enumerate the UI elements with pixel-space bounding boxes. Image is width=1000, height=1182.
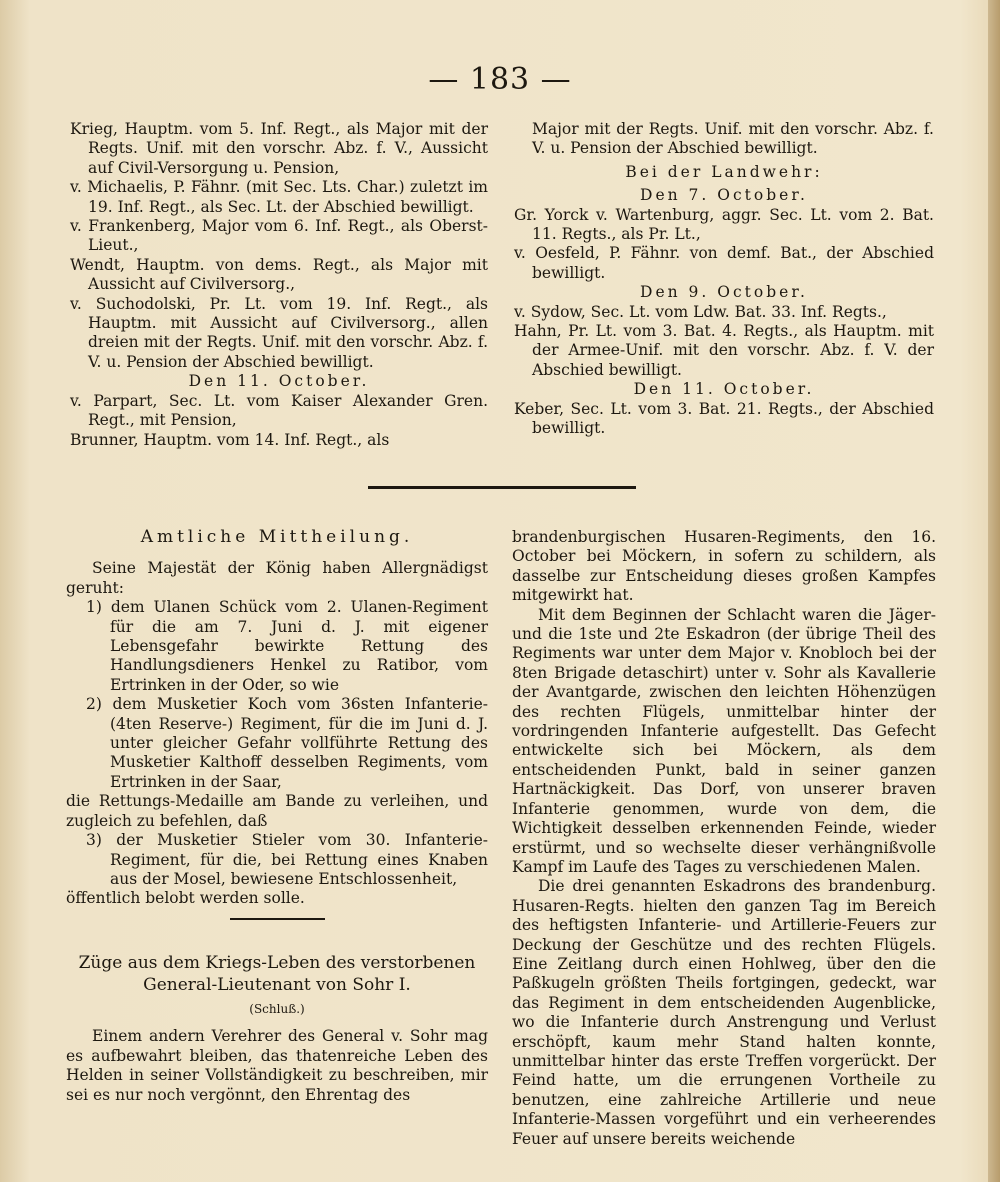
- top-right-column: [514, 120, 934, 439]
- date-heading: Den 11. October.: [633, 380, 815, 399]
- list-item: Brunner, Hauptm. vom 14. Inf. Regt., als: [70, 430, 390, 449]
- bottom-left-column: [66, 528, 488, 909]
- list-item: 3) der Musketier Stieler vom 30. Infanterie-Regiment, für die, bei Rettung eines Knaben aus der Mosel, bewiesene Entschlossenheit,: [86, 831, 488, 888]
- date-heading: Den 7. October.: [640, 186, 808, 205]
- list-item: 2) dem Musketier Koch vom 36sten Infanterie- (4ten Reserve-) Regiment, für die im Juni d. J. unter gleicher Gefahr vollführte Rettung des Musketier Kalthoff desselben Regiments, vom Ertrinken in der Saar,: [86, 695, 488, 791]
- paragraph: Die drei genannten Eskadrons des brandenburg. Husaren-Regts. hielten den ganzen Tag im Bereich des heftigsten Infanterie- und Artillerie-Feuers zur Deckung der Geschütze und des rechten Flügels. Eine Zeitlang durch einen Hohlweg, über den die Paßkugeln größten Theils fortgingen, gedeckt, war das Regiment in dem entscheidenden Augenblicke, wo die Infanterie durch Anstrengung und Verlust erschöpft, kaum mehr Stand halten konnte, unmittelbar hinter das erste Treffen vorgerückt. Der Feind hatte, um die errungenen Vortheile zu benutzen, eine zahlreiche Artillerie und neue Infanterie-Massen vorgeführt und ein verheerendes Feuer auf unsere bereits weichende: [512, 877, 936, 1148]
- list-item: Keber, Sec. Lt. vom 3. Bat. 21. Regts., der Abschied bewilligt.: [514, 399, 934, 438]
- paragraph: die Rettungs-Medaille am Bande zu verleihen, und zugleich zu befehlen, daß: [66, 792, 488, 830]
- list-item: v. Suchodolski, Pr. Lt. vom 19. Inf. Regt., als Hauptm. mit Aussicht auf Civilversorg., allen dreien mit der Regts. Unif. mit den vorschr. Abz. f. V. u. Pension der Abschied bewilligt.: [70, 294, 488, 371]
- section-heading: Bei der Landwehr:: [625, 162, 823, 181]
- list-item: v. Frankenberg, Major vom 6. Inf. Regt., als Oberst-Lieut.,: [70, 217, 488, 255]
- paragraph: öffentlich belobt werden solle.: [66, 889, 305, 908]
- paragraph: Einem andern Verehrer des General v. Sohr mag es aufbewahrt bleiben, das thatenreiche Leben des Helden in seiner Vollständigkeit zu beschreiben, mir sei es nur noch vergönnt, den Ehrentag des: [66, 1027, 488, 1104]
- page-binding-edge: [988, 0, 1000, 1182]
- date-heading: Den 11. October.: [188, 372, 370, 391]
- list-item: v. Oesfeld, P. Fähnr. von demf. Bat., der Abschied bewilligt.: [514, 244, 934, 282]
- bottom-left-section: [66, 952, 488, 1105]
- list-item: Krieg, Hauptm. vom 5. Inf. Regt., als Major mit der Regts. Unif. mit den vorschr. Abz. f. V., Aussicht auf Civil-Versorgung u. Pension,: [70, 120, 488, 177]
- section-divider: [368, 486, 636, 489]
- article-title: Amtliche Mittheilung.: [140, 527, 414, 547]
- paragraph: Seine Majestät der König haben Allergnädigst geruht:: [66, 559, 488, 597]
- paragraph: brandenburgischen Husaren-Regiments, den 16. October bei Möckern, in sofern zu schildern, als dasselbe zur Entscheidung dieses großen Kampfes mitgewirkt hat.: [512, 528, 936, 605]
- page-number: — 183 —: [428, 62, 572, 97]
- top-left-column: [70, 120, 488, 450]
- list-item: Wendt, Hauptm. von dems. Regt., als Major mit Aussicht auf Civilversorg.,: [70, 255, 488, 294]
- list-item: Gr. Yorck v. Wartenburg, aggr. Sec. Lt. vom 2. Bat. 11. Regts., als Pr. Lt.,: [514, 205, 934, 244]
- list-item: v. Michaelis, P. Fähnr. (mit Sec. Lts. Char.) zuletzt im 19. Inf. Regt., als Sec. Lt. der Abschied bewilligt.: [70, 178, 488, 216]
- list-item: v. Sydow, Sec. Lt. vom Ldw. Bat. 33. Inf. Regts.,: [514, 302, 887, 321]
- date-heading: Den 9. October.: [640, 283, 808, 302]
- list-item: v. Parpart, Sec. Lt. vom Kaiser Alexander Gren. Regt., mit Pension,: [70, 391, 488, 430]
- bottom-right-column: [512, 528, 936, 1149]
- continued-text: Major mit der Regts. Unif. mit den vorschr. Abz. f. V. u. Pension der Abschied bewilligt.: [532, 120, 934, 158]
- paragraph: Mit dem Beginnen der Schlacht waren die Jäger- und die 1ste und 2te Eskadron (der übrige Theil des Regiments war unter dem Major v. Knobloch bei der 8ten Brigade detaschirt) unter v. Sohr als Kavallerie der Avantgarde, zwischen den leichten Höhenzügen des rechten Flügels, unmittelbar hinter der vordringenden Infanterie aufgestellt. Das Gefecht entwickelte sich bei Möckern, als dem entscheidenden Punkt, bald in seiner ganzen Hartnäckigkeit. Das Dorf, von unserer braven Infanterie genommen, wurde von dem, die Wichtigkeit desselben erkennenden Feinde, wieder erstürmt, und so wechselte dieser verhängnißvolle Kampf im Laufe des Tages zu verschiedenen Malen.: [512, 605, 936, 876]
- list-item: Hahn, Pr. Lt. vom 3. Bat. 4. Regts., als Hauptm. mit der Armee-Unif. mit den vorschr. Abz. f. V. der Abschied bewilligt.: [514, 322, 934, 379]
- section-title: Züge aus dem Kriegs-Leben des verstorbenen General-Lieutenant von Sohr I.: [78, 953, 476, 995]
- section-subtitle: (Schluß.): [249, 1002, 305, 1016]
- list-item: 1) dem Ulanen Schück vom 2. Ulanen-Regiment für die am 7. Juni d. J. mit eigener Lebensgefahr bewirkte Rettung des Handlungsdieners Henkel zu Ratibor, vom Ertrinken in der Oder, so wie: [86, 598, 488, 694]
- article-divider: [230, 918, 325, 920]
